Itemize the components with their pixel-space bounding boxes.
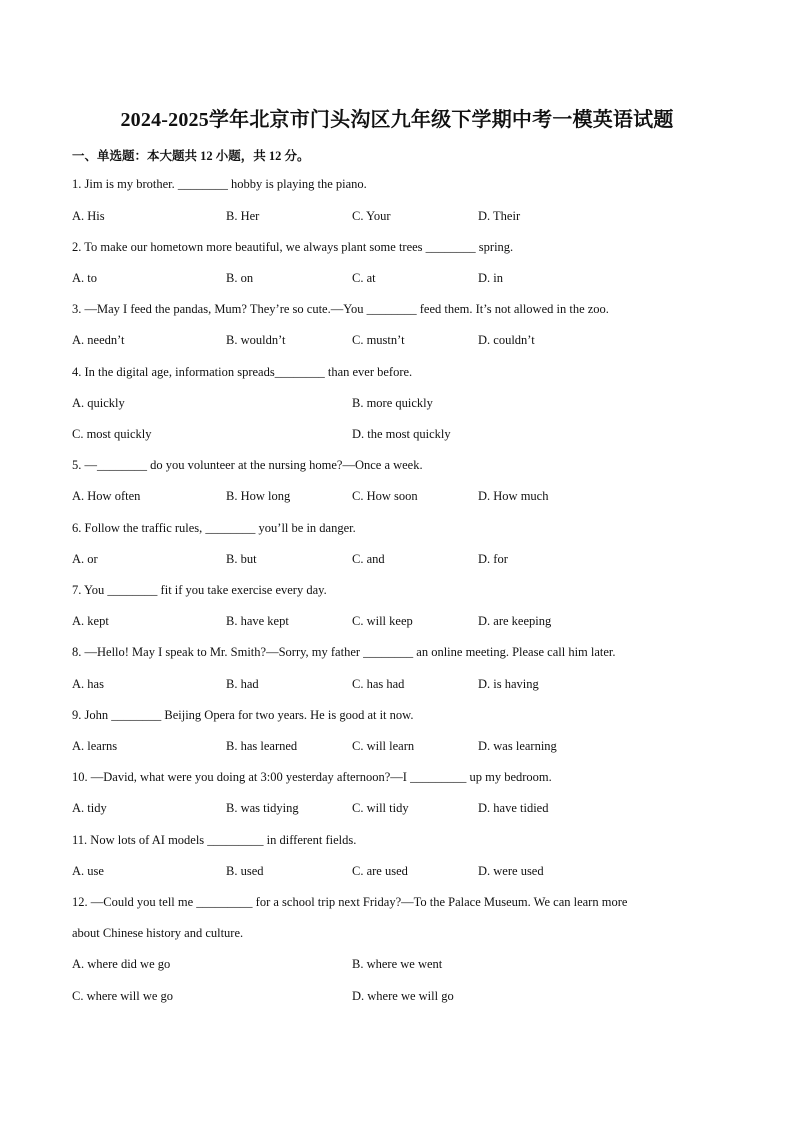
- q11-option-a: A. use: [72, 864, 104, 878]
- question-3-stem: 3. —May I feed the pandas, Mum? They’re so cute.—You ________ feed them. It’s not allowed in the zoo.: [72, 302, 609, 316]
- section-heading: 一、单选题：本大题共 12 小题，共 12 分。: [72, 149, 310, 163]
- question-1-stem: 1. Jim is my brother. ________ hobby is playing the piano.: [72, 177, 367, 191]
- q6-option-a: A. or: [72, 552, 98, 566]
- q2-option-d: D. in: [478, 271, 503, 285]
- question-4-stem: 4. In the digital age, information spreads________ than ever before.: [72, 365, 413, 379]
- q12-option-c: C. where will we go: [72, 989, 174, 1003]
- question-2-stem: 2. To make our hometown more beautiful, we always plant some trees ________ spring.: [72, 240, 514, 254]
- question-12-stem-continued: about Chinese history and culture.: [72, 926, 244, 940]
- q1-option-c: C. Your: [352, 209, 391, 223]
- question-6-stem: 6. Follow the traffic rules, ________ you’ll be in danger.: [72, 521, 356, 535]
- q6-option-d: D. for: [478, 552, 508, 566]
- q5-option-a: A. How often: [72, 489, 141, 503]
- q10-option-d: D. have tidied: [478, 801, 549, 815]
- q7-option-c: C. will keep: [352, 614, 413, 628]
- question-8-stem: 8. —Hello! May I speak to Mr. Smith?—Sorry, my father ________ an online meeting. Please call him later.: [72, 645, 616, 659]
- q9-option-a: A. learns: [72, 739, 118, 753]
- q3-option-a: A. needn’t: [72, 333, 125, 347]
- q6-option-c: C. and: [352, 552, 385, 566]
- q4-option-a: A. quickly: [72, 396, 125, 410]
- q7-option-a: A. kept: [72, 614, 109, 628]
- q2-option-b: B. on: [226, 271, 254, 285]
- question-7-stem: 7. You ________ fit if you take exercise every day.: [72, 583, 327, 597]
- q10-option-c: C. will tidy: [352, 801, 409, 815]
- question-5-stem: 5. —________ do you volunteer at the nursing home?—Once a week.: [72, 458, 423, 472]
- q1-option-a: A. His: [72, 209, 105, 223]
- q12-option-d: D. where we will go: [352, 989, 454, 1003]
- q11-option-b: B. used: [226, 864, 264, 878]
- question-10-stem: 10. —David, what were you doing at 3:00 yesterday afternoon?—I _________ up my bedroom.: [72, 770, 552, 784]
- q5-option-b: B. How long: [226, 489, 291, 503]
- q9-option-c: C. will learn: [352, 739, 415, 753]
- page-title: 2024-2025学年北京市门头沟区九年级下学期中考一模英语试题: [120, 109, 674, 131]
- q11-option-c: C. are used: [352, 864, 408, 878]
- q1-option-b: B. Her: [226, 209, 260, 223]
- q9-option-d: D. was learning: [478, 739, 557, 753]
- question-9-stem: 9. John ________ Beijing Opera for two years. He is good at it now.: [72, 708, 414, 722]
- q4-option-b: B. more quickly: [352, 396, 433, 410]
- q3-option-d: D. couldn’t: [478, 333, 535, 347]
- q10-option-b: B. was tidying: [226, 801, 299, 815]
- q8-option-d: D. is having: [478, 677, 539, 691]
- q5-option-c: C. How soon: [352, 489, 418, 503]
- q4-option-c: C. most quickly: [72, 427, 152, 441]
- q12-option-b: B. where we went: [352, 957, 443, 971]
- q3-option-c: C. mustn’t: [352, 333, 405, 347]
- q6-option-b: B. but: [226, 552, 257, 566]
- q8-option-a: A. has: [72, 677, 104, 691]
- q12-option-a: A. where did we go: [72, 957, 171, 971]
- question-12-stem: 12. —Could you tell me _________ for a school trip next Friday?—To the Palace Museum. We can learn more: [72, 895, 628, 909]
- question-11-stem: 11. Now lots of AI models _________ in different fields.: [72, 833, 357, 847]
- q8-option-b: B. had: [226, 677, 259, 691]
- q1-option-d: D. Their: [478, 209, 521, 223]
- q5-option-d: D. How much: [478, 489, 549, 503]
- q2-option-a: A. to: [72, 271, 97, 285]
- q9-option-b: B. has learned: [226, 739, 298, 753]
- q4-option-d: D. the most quickly: [352, 427, 451, 441]
- q8-option-c: C. has had: [352, 677, 405, 691]
- q7-option-d: D. are keeping: [478, 614, 552, 628]
- q2-option-c: C. at: [352, 271, 376, 285]
- q7-option-b: B. have kept: [226, 614, 289, 628]
- q3-option-b: B. wouldn’t: [226, 333, 286, 347]
- q11-option-d: D. were used: [478, 864, 544, 878]
- q10-option-a: A. tidy: [72, 801, 107, 815]
